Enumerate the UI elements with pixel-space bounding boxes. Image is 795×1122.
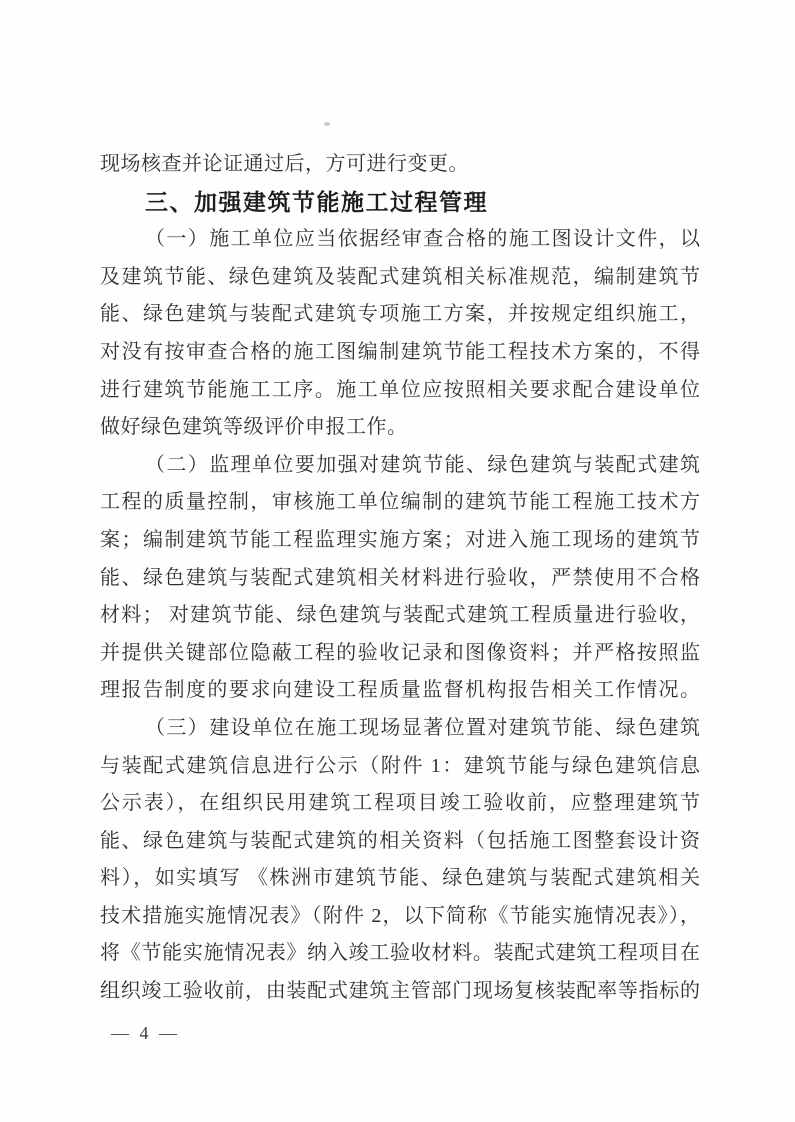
text-line: 能、绿色建筑与装配式建筑专项施工方案，并按规定组织施工， [100,303,700,326]
text-line: 并提供关键部位隐蔽工程的验收记录和图像资料；并严格按照监 [100,641,700,664]
text-line: 进行建筑节能施工工序。施工单位应按照相关要求配合建设单位 [100,378,700,401]
scan-speck [324,122,330,126]
text-line: 料），如实填写 《株洲市建筑节能、绿色建筑与装配式建筑相关 [100,867,700,890]
text-line: 现场核查并论证通过后，方可进行变更。 [100,153,469,175]
text-line: 工程的质量控制，审核施工单位编制的建筑节能工程施工技术方 [100,491,700,514]
text-line: （一）施工单位应当依据经审查合格的施工图设计文件，以 [145,228,700,251]
text-line: 做好绿色建筑等级评价申报工作。 [100,416,408,439]
text-line: 技术措施实施情况表》（附件 2，以下简称《节能实施情况表》）， [100,904,700,927]
text-line: 组织竣工验收前，由装配式建筑主管部门现场复核装配率等指标的 [100,980,700,1003]
text-line: （三）建设单位在施工现场显著位置对建筑节能、绿色建筑 [145,716,700,739]
text-line: 及建筑节能、绿色建筑及装配式建筑相关标准规范，编制建筑节 [100,265,700,288]
page-number: — 4 — [111,1023,180,1043]
text-line: 理报告制度的要求向建设工程质量监督机构报告相关工作情况。 [100,679,700,702]
text-line: 公示表），在组织民用建筑工程项目竣工验收前，应整理建筑节 [100,792,700,815]
text-line: 与装配式建筑信息进行公示（附件 1：建筑节能与绿色建筑信息 [100,754,700,777]
text-line: 对没有按审查合格的施工图编制建筑节能工程技术方案的，不得 [100,340,700,363]
text-line: 能、绿色建筑与装配式建筑的相关资料（包括施工图整套设计资 [100,829,700,852]
section-heading: 三、加强建筑节能施工过程管理 [145,188,488,215]
text-line: （二）监理单位要加强对建筑节能、绿色建筑与装配式建筑 [145,453,700,476]
text-line: 材料； 对建筑节能、绿色建筑与装配式建筑工程质量进行验收， [100,604,700,627]
text-line: 案；编制建筑节能工程监理实施方案；对进入施工现场的建筑节 [100,528,700,551]
document-body [100,146,700,1011]
text-line: 将《节能实施情况表》纳入竣工验收材料。装配式建筑工程项目在 [100,942,700,965]
text-line: 能、绿色建筑与装配式建筑相关材料进行验收，严禁使用不合格 [100,566,700,589]
